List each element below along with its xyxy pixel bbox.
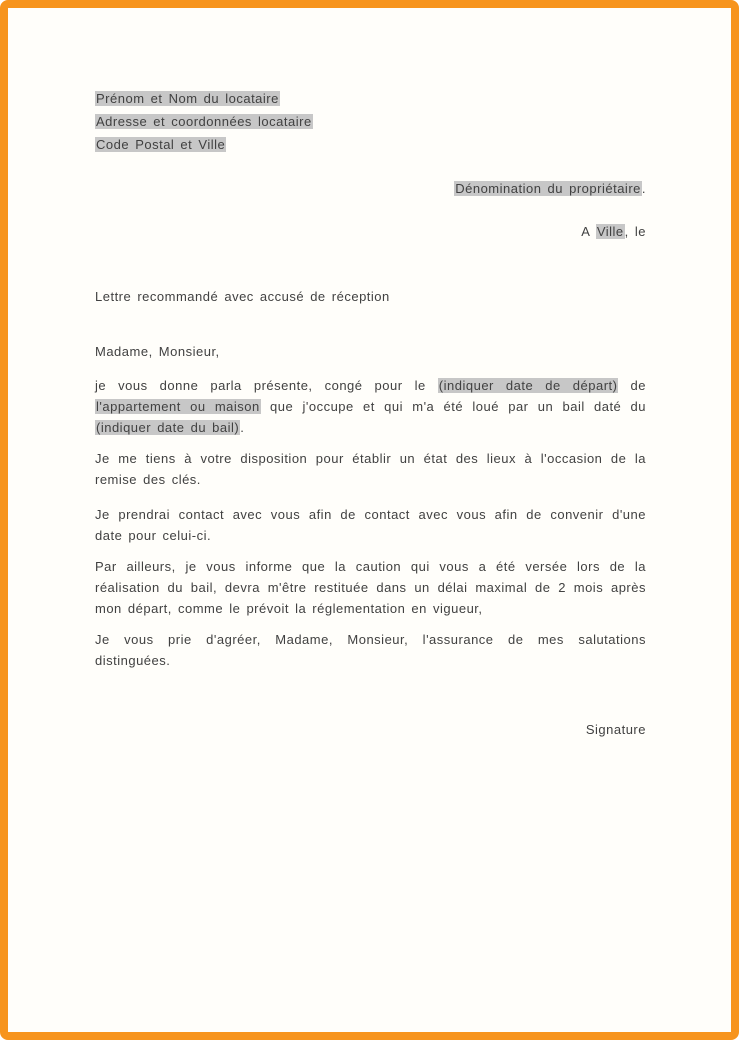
- subject-line: Lettre recommandé avec accusé de réception: [95, 289, 390, 304]
- body-paragraph: [95, 556, 646, 619]
- text-run: de: [618, 378, 646, 393]
- text-run: A: [581, 224, 596, 239]
- highlighted-placeholder: Adresse et coordonnées locataire: [96, 114, 312, 129]
- highlighted-placeholder: Prénom et Nom du locataire: [96, 91, 279, 106]
- highlighted-placeholder: (indiquer date du bail): [96, 420, 240, 435]
- recipient-line: [95, 178, 646, 199]
- highlighted-placeholder: (indiquer date de départ): [438, 378, 618, 393]
- text-run: Je me tiens à votre disposition pour établir un état des lieux à l'occasion de la remise des clés.: [95, 451, 646, 487]
- body-paragraph: [95, 375, 646, 438]
- sender-line: [95, 110, 646, 133]
- text-run: .: [240, 420, 245, 435]
- body-paragraph: [95, 629, 646, 671]
- sender-line: [95, 133, 646, 156]
- signature-label: Signature: [585, 722, 646, 737]
- text-run: Par ailleurs, je vous informe que la caution qui vous a été versée lors de la réalisation du bail, devra m'être restituée dans un délai maximal de 2 mois après mon départ, comme le prévoit la réglementation en vigueur,: [95, 559, 646, 616]
- sender-line: [95, 87, 646, 110]
- letter-body: [95, 8, 646, 1032]
- highlighted-placeholder: l'appartement ou maison: [96, 399, 260, 414]
- salutation: Madame, Monsieur,: [95, 344, 220, 359]
- text-run: que j'occupe et qui m'a été loué par un bail daté du: [260, 399, 647, 414]
- text-run: Je prendrai contact avec vous afin de contact avec vous afin de convenir d'une date pour celui-ci.: [95, 507, 646, 543]
- sender-address-block: [95, 87, 646, 156]
- place-date-line: [95, 221, 646, 242]
- text-run: je vous donne parla présente, congé pour le: [95, 378, 438, 393]
- highlighted-placeholder: Ville: [596, 224, 624, 239]
- text-run: Je vous prie d'agréer, Madame, Monsieur, l'assurance de mes salutations distinguées.: [95, 632, 646, 668]
- text-run: , le: [624, 224, 646, 239]
- body-paragraph: [95, 448, 646, 490]
- highlighted-placeholder: Dénomination du propriétaire: [455, 181, 641, 196]
- body-paragraph: [95, 504, 646, 546]
- highlighted-placeholder: Code Postal et Ville: [96, 137, 226, 152]
- body-paragraphs: [95, 8, 646, 1032]
- text-run: .: [641, 181, 646, 196]
